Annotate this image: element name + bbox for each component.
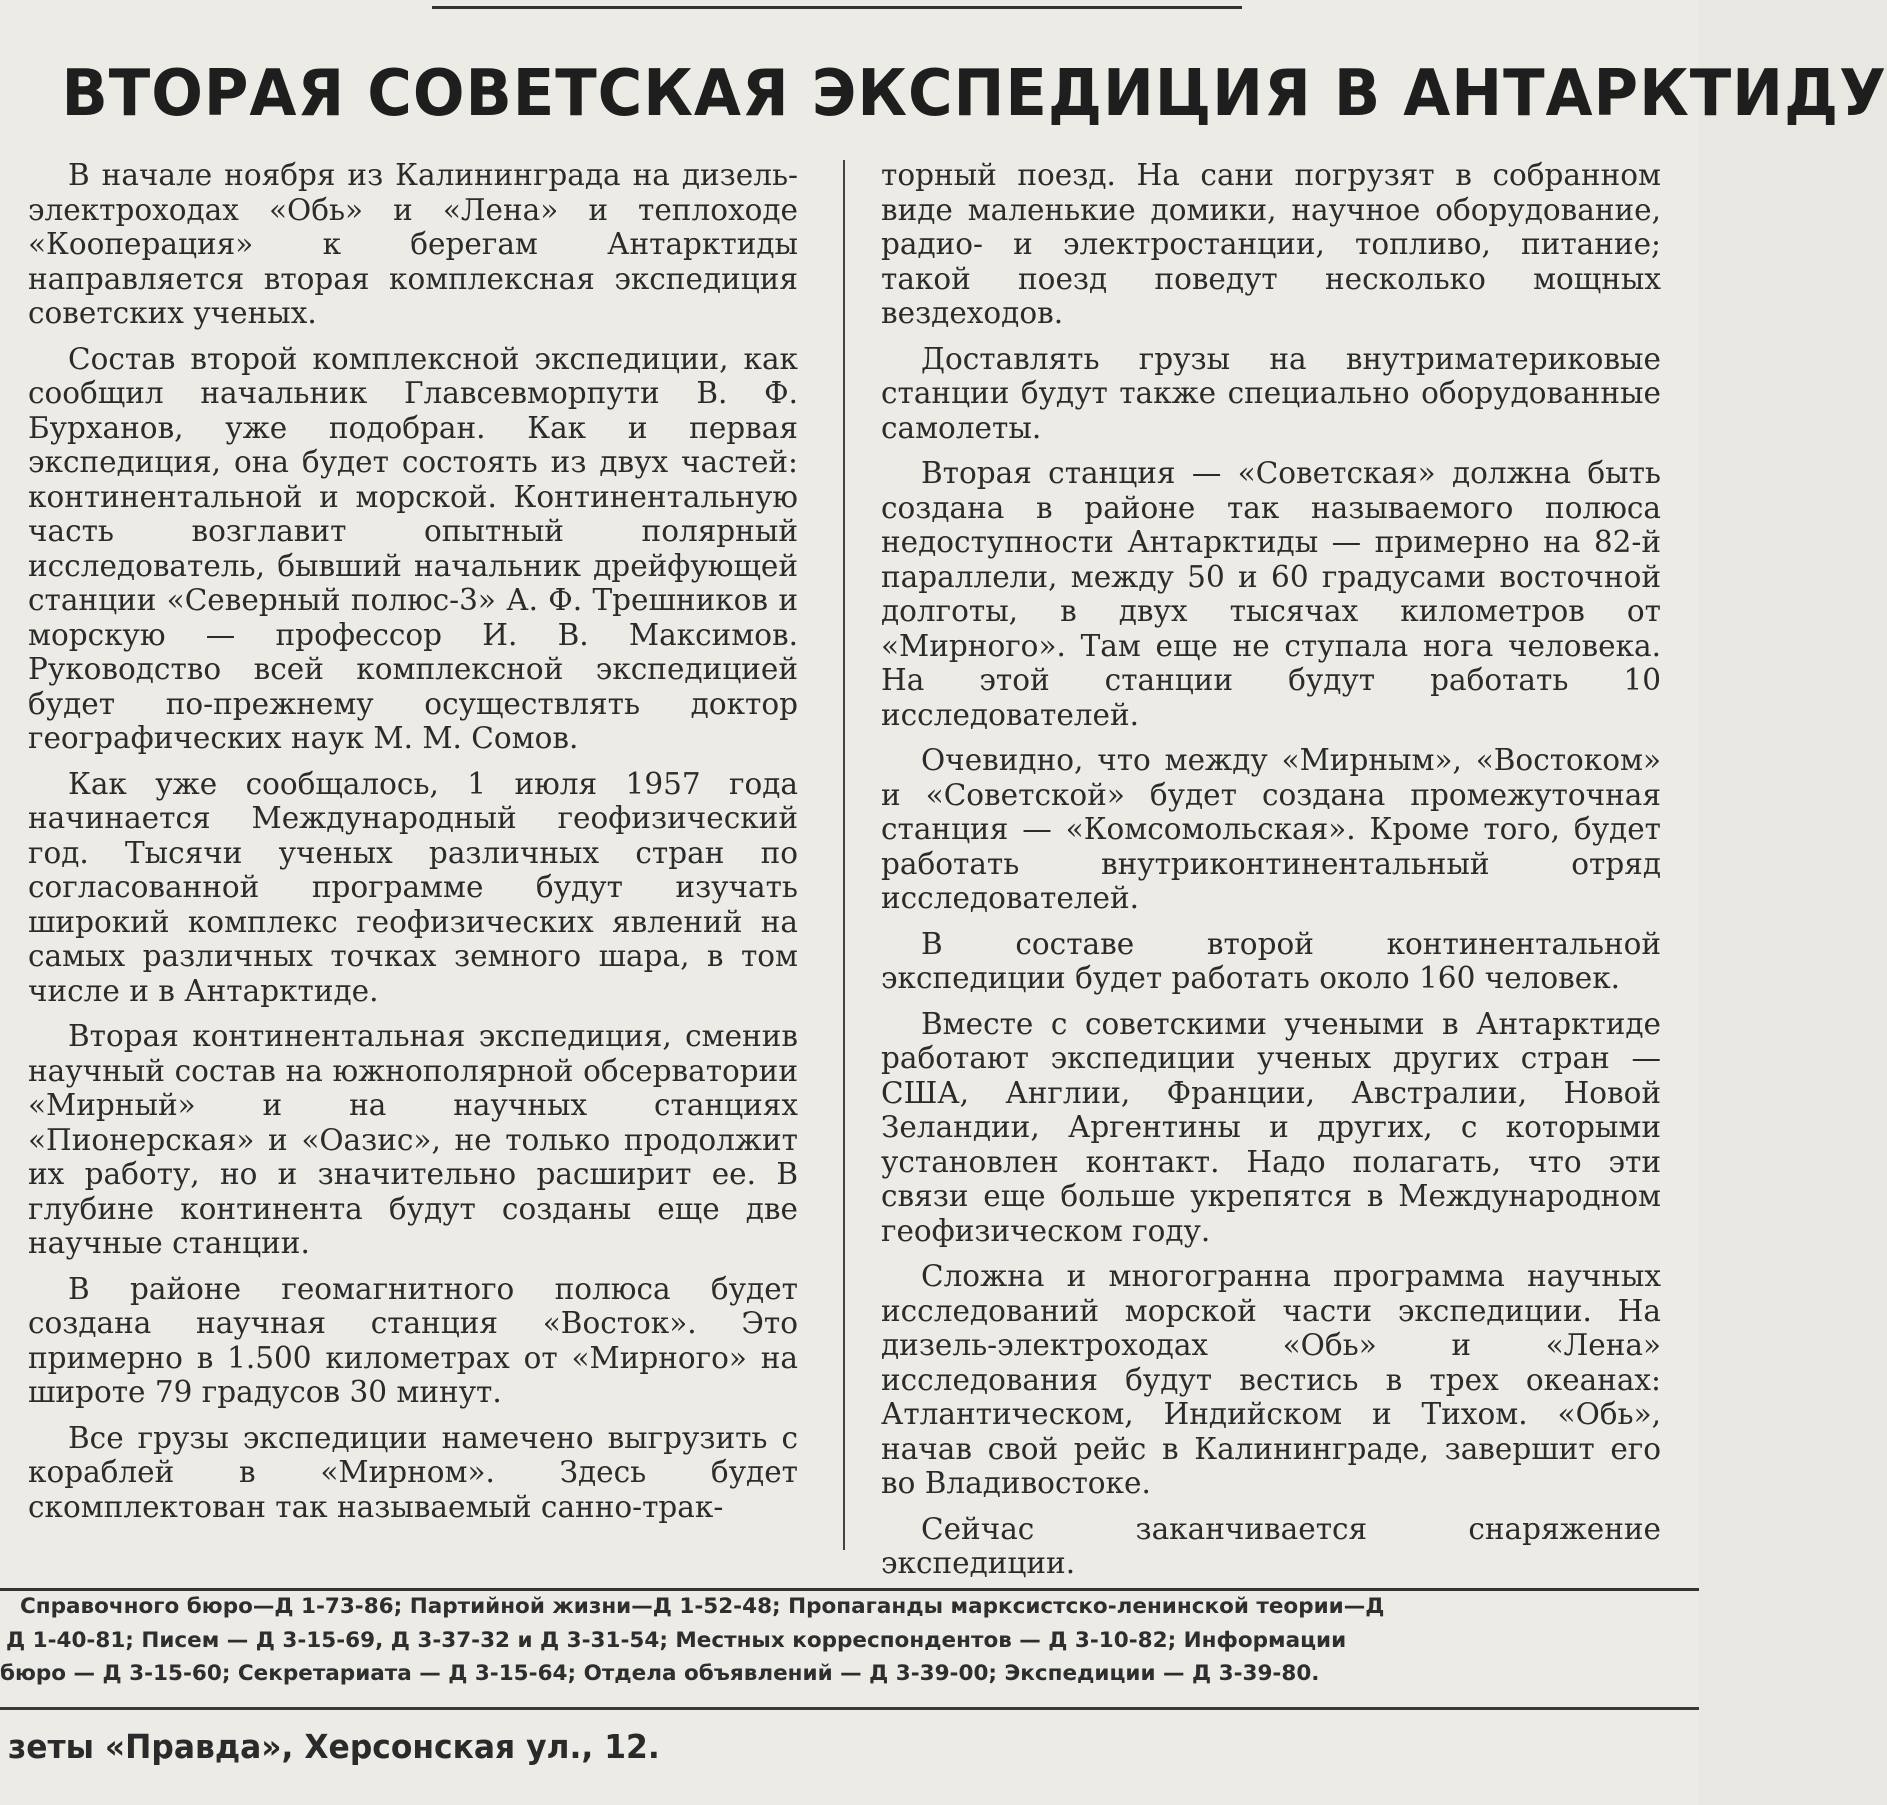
paragraph: Вторая континентальная экспедиция, сменив научный состав на южнополярной обсерватории «Мирный» и на научных станциях «Пионерская» и «Оазис», не только продолжит их работу, но и значительно расширит ее. В глубине континента будут созданы еще две научные станции. <box>28 1019 798 1260</box>
paragraph: Состав второй комплексной экспедиции, как сообщил начальник Главсевморпути В. Ф. Бурханов, уже подобран. Как и первая экспедиция, она будет состоять из двух частей: континентальной и морской. Континентальную часть возглавит опытный полярный исследователь, бывший начальник дрейфующей станции «Северный полюс-3» А. Ф. Трешников и морскую — профессор И. В. Максимов. Руководство всей комплексной экспедицией будет по-прежнему осуществлять доктор географических наук М. М. Сомов. <box>28 341 798 755</box>
column-divider <box>843 160 845 1550</box>
paragraph: Очевидно, что между «Мирным», «Востоком» и «Советской» будет создана промежуточная станция — «Комсомольская». Кроме того, будет работать внутриконтинентальный отряд исследователей. <box>881 743 1661 915</box>
paragraph: В составе второй континентальной экспедиции будет работать около 160 человек. <box>881 926 1661 995</box>
paragraph: В районе геомагнитного полюса будет создана научная станция «Восток». Это примерно в 1.500 километрах от «Мирного» на широте 79 градусов 30 минут. <box>28 1271 798 1409</box>
paragraph: Вторая станция — «Советская» должна быть создана в районе так называемого полюса недоступности Антарктиды — примерно на 82-й параллели, между 50 и 60 градусами восточной долготы, в двух тысячах километров от «Мирного». Там еще не ступала нога человека. На этой станции будут работать 10 исследователей. <box>881 456 1661 732</box>
top-rule <box>432 6 1242 9</box>
address-rule <box>0 1707 1699 1710</box>
headline: ВТОРАЯ СОВЕТСКАЯ ЭКСПЕДИЦИЯ В АНТАРКТИДУ <box>61 57 1887 131</box>
phone-directory-line: Д 1-40-81; Писем — Д 3-15-69, Д 3-37-32 и Д 3-31-54; Местных корреспондентов — Д 3-10-82; Информации <box>6 1627 1347 1653</box>
phone-directory <box>0 1590 1699 1691</box>
paragraph: Вместе с советскими учеными в Антарктиде работают экспедиции ученых других стран — США, Англии, Франции, Австралии, Новой Зеландии, Аргентины и других, с которыми установлен контакт. Надо полагать, что эти связи еще больше укрепятся в Международном геофизическом году. <box>881 1006 1661 1248</box>
paragraph-continuation: торный поезд. На сани погрузят в собранном виде маленькие домики, научное оборудование, радио- и электростанции, топливо, питание; такой поезд поведут несколько мощных вездеходов. <box>881 158 1661 330</box>
paragraph: Сложна и многогранна программа научных исследований морской части экспедиции. На дизель-электроходах «Обь» и «Лена» исследования будут вестись в трех океанах: Атлантическом, Индийском и Тихом. «Обь», начав свой рейс в Калининграде, завершит его во Владивостоке. <box>881 1259 1661 1500</box>
paragraph: Как уже сообщалось, 1 июля 1957 года начинается Международный геофизический год. Тысячи ученых различных стран по согласованной программе будут изучать широкий комплекс геофизических явлений на самых различных точках земного шара, в том числе и в Антарктиде. <box>28 766 798 1008</box>
phone-directory-line: бюро — Д 3-15-60; Секретариата — Д 3-15-64; Отдела объявлений — Д 3-39-00; Экспедиции — Д 3-39-80. <box>0 1661 1320 1686</box>
publisher-address: зеты «Правда», Херсонская ул., 12. <box>8 1727 660 1766</box>
paragraph: Все грузы экспедиции намечено выгрузить с кораблей в «Мирном». Здесь будет скомплектован так называемый санно-трак- <box>28 1420 798 1524</box>
paragraph: Сейчас заканчивается снаряжение экспедиции. <box>881 1511 1661 1580</box>
paragraph: Доставлять грузы на внутриматериковые станции будут также специально оборудованные самолеты. <box>881 341 1661 445</box>
right-column <box>881 158 1661 1592</box>
left-column <box>28 158 798 1535</box>
paragraph: В начале ноября из Калининграда на дизель-электроходах «Обь» и «Лена» и теплоходе «Кооперация» к берегам Антарктиды направляется вторая комплексная экспедиция советских ученых. <box>28 158 798 330</box>
phone-directory-line: Справочного бюро—Д 1-73-86; Партийной жизни—Д 1-52-48; Пропаганды марксистско-ленинской теории—Д <box>20 1594 1385 1619</box>
